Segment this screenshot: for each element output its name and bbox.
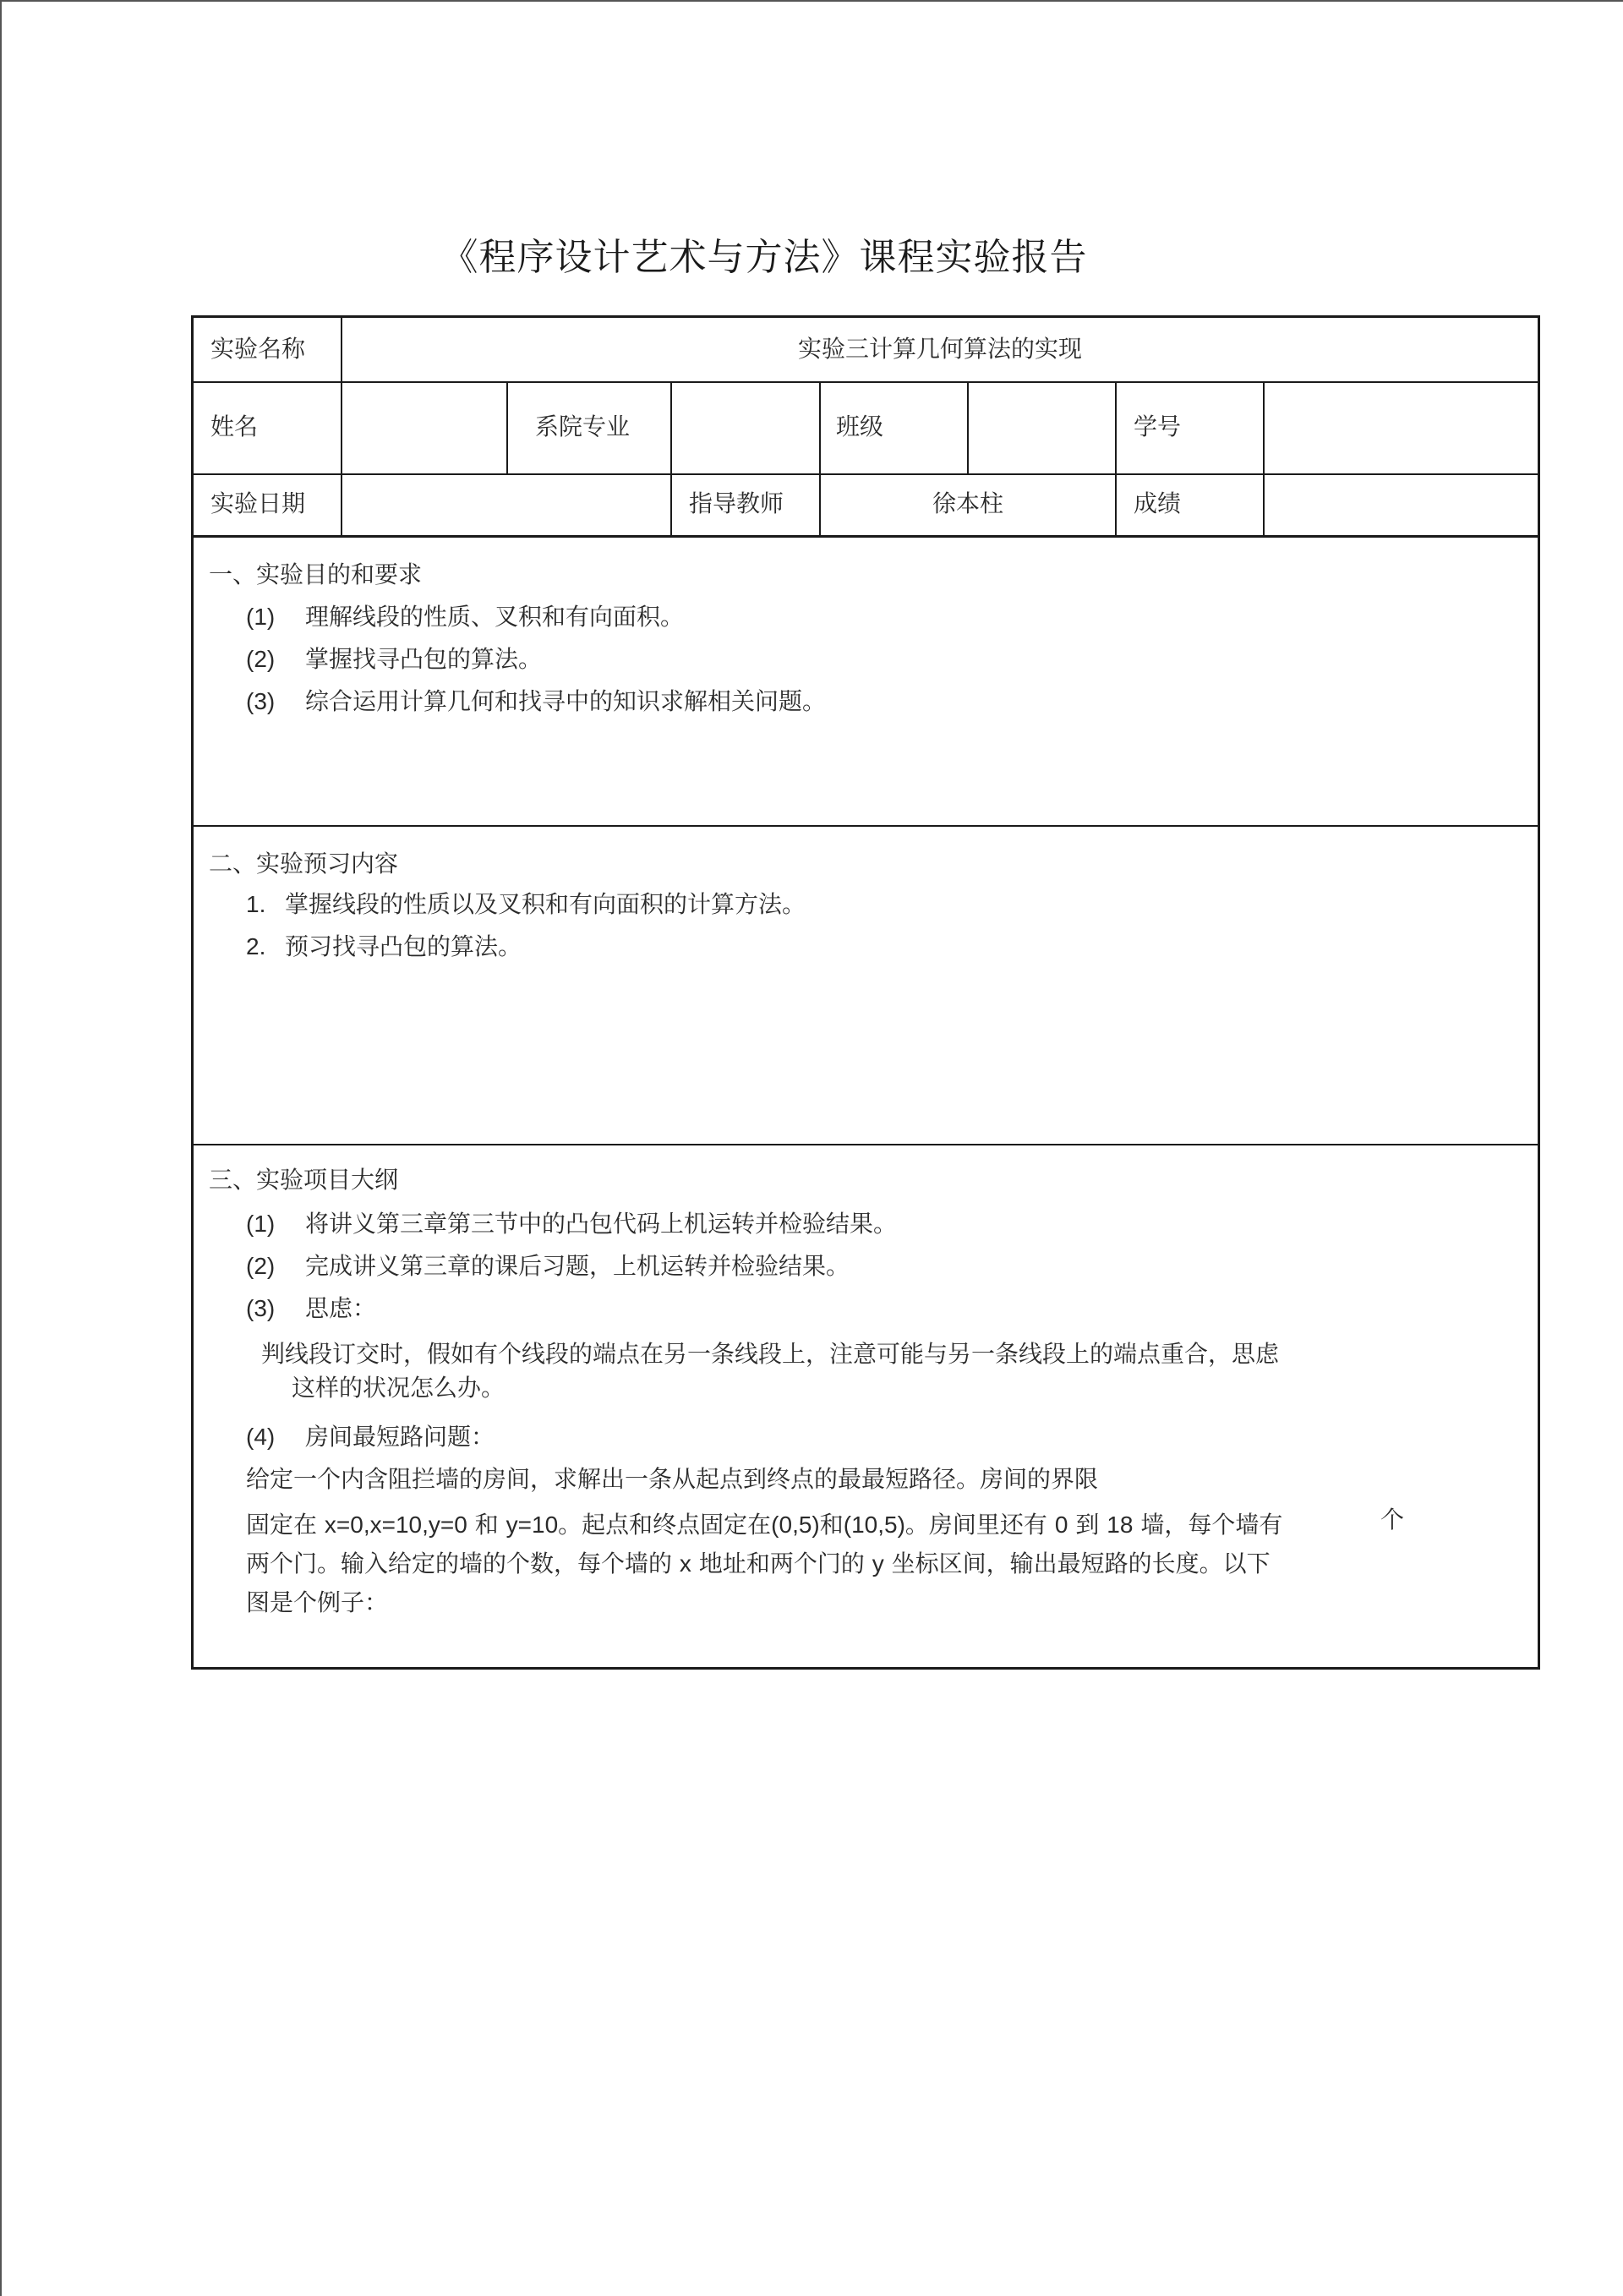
section1-item <box>246 644 542 675</box>
item-text: 完成讲义第三章的课后习题，上机运转并检验结果。 <box>305 1252 850 1280</box>
experiment-name-value: 实验三计算几何算法的实现 <box>797 335 1082 363</box>
item-text: 掌握找寻凸包的算法。 <box>305 645 543 673</box>
experiment-name-label: 实验名称 <box>210 335 306 363</box>
section3-heading: 三、实验项目大纲 <box>209 1166 399 1194</box>
item-text: 思虑： <box>305 1294 377 1322</box>
text-span: 和 <box>474 1511 499 1539</box>
col-divider <box>670 382 672 536</box>
text-span: 墙，每个墙有 <box>1140 1511 1283 1539</box>
problem-line-3 <box>246 1549 1271 1579</box>
text-span: y=10 <box>505 1512 559 1538</box>
teacher-value: 徐本柱 <box>932 489 1003 517</box>
row-divider <box>194 381 1538 383</box>
think-line-2: 这样的状况怎么办。 <box>292 1374 505 1402</box>
item-text: 房间最短路问题： <box>305 1423 495 1451</box>
text-span: x <box>679 1550 691 1577</box>
problem-line-1: 给定一个内含阻拦墙的房间，求解出一条从起点到终点的最最短路径。房间的界限 <box>246 1465 1099 1493</box>
text-span: 固定在 <box>246 1511 318 1539</box>
report-title: 《程序设计艺术与方法》课程实验报告 <box>440 236 1088 279</box>
text-span: (0,5) <box>771 1512 820 1538</box>
text-span: 坐标区间，输出最短路的长度。以下 <box>891 1550 1271 1577</box>
section1-heading: 一、实验目的和要求 <box>209 560 423 588</box>
section2-item <box>246 889 806 920</box>
text-span: 两个门。输入给定的墙的个数，每个墙的 <box>246 1550 673 1577</box>
section3-item <box>246 1293 376 1324</box>
date-label: 实验日期 <box>210 489 306 517</box>
row-divider <box>194 825 1538 827</box>
text-span: 和 <box>819 1511 844 1539</box>
item-text: 掌握线段的性质以及叉积和有向面积的计算方法。 <box>285 890 806 918</box>
col-divider <box>506 382 508 474</box>
col-divider <box>1263 382 1265 536</box>
item-number: (3) <box>246 1295 276 1321</box>
item-number: 2. <box>246 933 266 959</box>
section2-item <box>246 932 522 962</box>
text-span: 。起点和终点固定在 <box>558 1511 772 1539</box>
text-span: 。房间里还有 <box>904 1511 1047 1539</box>
item-text: 预习找寻凸包的算法。 <box>285 932 522 960</box>
item-number: (3) <box>246 688 276 714</box>
score-label: 成绩 <box>1134 489 1182 517</box>
item-text: 综合运用计算几何和找寻中的知识求解相关问题。 <box>305 687 827 715</box>
row-divider <box>194 473 1538 475</box>
report-form <box>191 315 1540 1670</box>
section1-item <box>246 686 826 717</box>
text-span: 到 <box>1075 1511 1100 1539</box>
col-divider <box>1115 382 1117 536</box>
think-line-1: 判线段订交时，假如有个线段的端点在另一条线段上，注意可能与另一条线段上的端点重合，思虑 <box>261 1340 1280 1368</box>
section1-item <box>246 602 684 632</box>
item-number: 1. <box>246 891 266 917</box>
text-span: (10,5) <box>843 1512 905 1538</box>
item-number: (4) <box>246 1424 276 1450</box>
section3-item <box>246 1251 850 1282</box>
item-number: (1) <box>246 604 276 630</box>
page-border-left <box>0 0 2 2296</box>
item-text: 将讲义第三章第三节中的凸包代码上机运转并检验结果。 <box>305 1210 898 1238</box>
col-divider <box>967 382 969 474</box>
item-number: (1) <box>246 1211 276 1237</box>
text-span: 18 <box>1107 1512 1134 1538</box>
item-text: 理解线段的性质、叉积和有向面积。 <box>305 603 685 631</box>
section3-item <box>246 1209 897 1239</box>
name-label: 姓名 <box>210 413 259 440</box>
dept-label: 系院专业 <box>535 413 631 440</box>
text-span: 0 <box>1054 1512 1068 1538</box>
problem-line-4: 图是个例子： <box>246 1588 389 1616</box>
row-divider <box>194 1144 1538 1145</box>
text-span: x=0,x=10,y=0 <box>324 1512 467 1538</box>
item-number: (2) <box>246 1253 276 1279</box>
student-id-label: 学号 <box>1134 413 1182 440</box>
problem-line-2-trailing: 个 <box>1380 1506 1405 1533</box>
class-label: 班级 <box>836 413 884 440</box>
problem-line-2 <box>246 1510 1282 1540</box>
item-number: (2) <box>246 646 276 672</box>
text-span: 地址和两个门的 <box>698 1550 865 1577</box>
teacher-label: 指导教师 <box>689 489 784 517</box>
page-border-top <box>0 0 1623 2</box>
text-span: y <box>872 1550 884 1577</box>
section2-heading: 二、实验预习内容 <box>209 850 399 877</box>
section3-item-4 <box>246 1422 495 1452</box>
row-divider <box>194 535 1538 538</box>
